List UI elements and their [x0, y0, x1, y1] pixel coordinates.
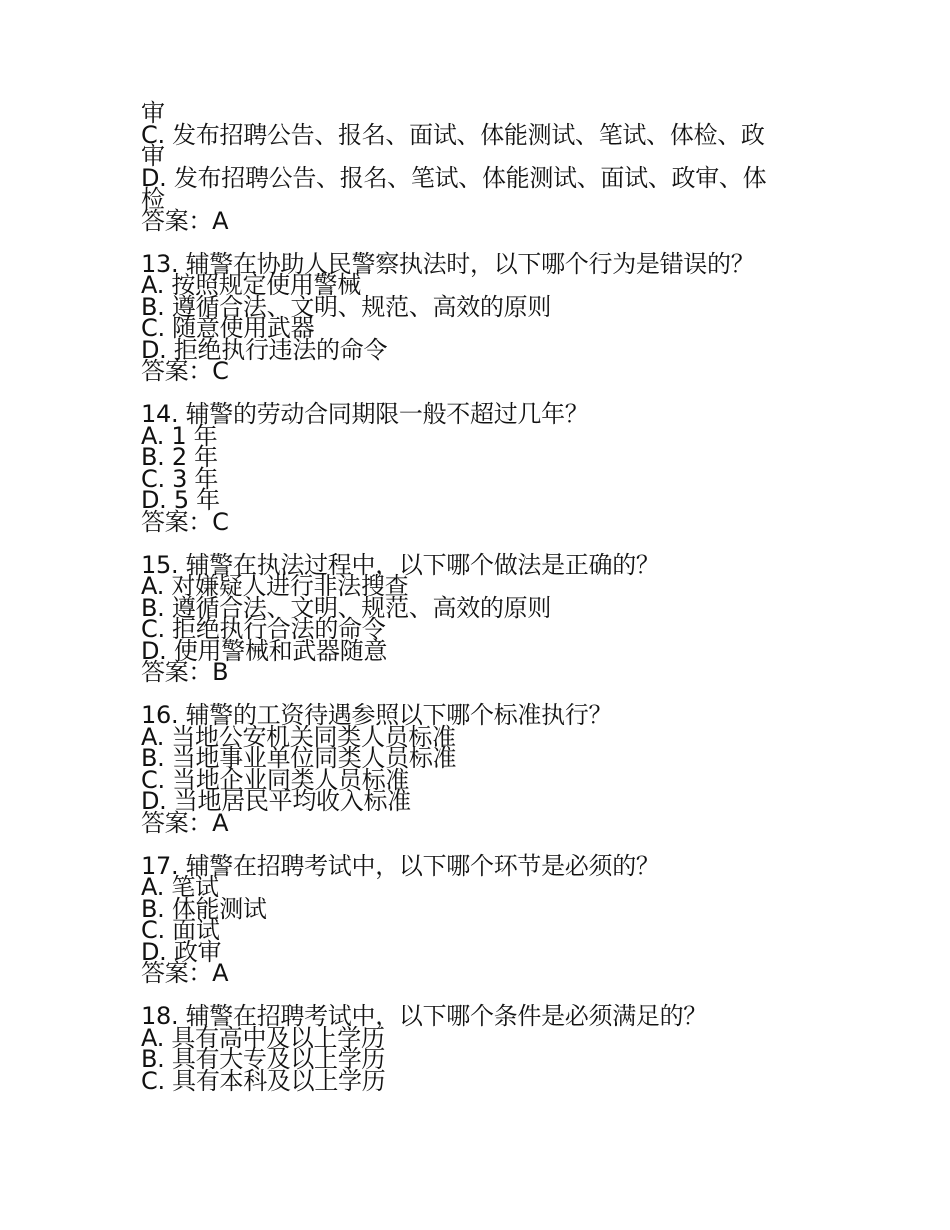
option-d: D. 拒绝执行违法的命令 — [141, 335, 388, 364]
question-15 — [141, 550, 801, 686]
question-text: 15. 辅警在执法过程中，以下哪个做法是正确的？ — [141, 550, 660, 579]
answer: 答案：A — [141, 959, 229, 987]
option-b: B. 体能测试 — [141, 894, 267, 923]
option-c: C. 具有本科及以上学历 — [141, 1066, 386, 1095]
text-line: 审 — [141, 99, 165, 127]
option-d: D. 使用警械和武器随意 — [141, 636, 388, 665]
document-page — [141, 99, 801, 1095]
question-text: 14. 辅警的劳动合同期限一般不超过几年？ — [141, 400, 589, 428]
question-text: 17. 辅警在招聘考试中，以下哪个环节是必须的？ — [141, 851, 660, 880]
option-d: D. 当地居民平均收入标准 — [141, 787, 411, 815]
answer: 答案：C — [141, 507, 229, 536]
option-b: B. 2 年 — [141, 443, 218, 471]
question-13 — [141, 249, 801, 385]
option-a: A. 对嫌疑人进行非法搜查 — [141, 572, 409, 600]
option-b: B. 具有大专及以上学历 — [141, 1045, 386, 1073]
answer: 答案：A — [141, 206, 229, 235]
option-c: C. 面试 — [141, 916, 220, 944]
question-18 — [141, 1002, 801, 1095]
option-a: A. 按照规定使用警械 — [141, 271, 361, 299]
question-17 — [141, 851, 801, 987]
question-text: 13. 辅警在协助人民警察执法时，以下哪个行为是错误的？ — [141, 249, 755, 278]
question-text: 18. 辅警在招聘考试中，以下哪个条件是必须满足的？ — [141, 1002, 707, 1030]
text-line: 检 — [141, 185, 165, 213]
question-12-tail — [141, 99, 801, 235]
option-c: C. 当地企业同类人员标准 — [141, 765, 410, 794]
option-a: A. 当地公安机关同类人员标准 — [141, 722, 456, 751]
answer: 答案：B — [141, 658, 229, 686]
option-b: B. 遵循合法、文明、规范、高效的原则 — [141, 292, 552, 321]
option-a: A. 具有高中及以上学历 — [141, 1023, 385, 1052]
option-c: C. 随意使用武器 — [141, 314, 315, 342]
option-a: A. 1 年 — [141, 421, 218, 450]
option-b: B. 当地事业单位同类人员标准 — [141, 744, 457, 772]
option-d: D. 发布招聘公告、报名、笔试、体能测试、面试、政审、体 — [141, 163, 767, 192]
text-line: 审 — [141, 142, 165, 170]
option-c: C. 3 年 — [141, 464, 219, 493]
question-text: 16. 辅警的工资待遇参照以下哪个标准执行？ — [141, 701, 613, 729]
option-d: D. 5 年 — [141, 486, 220, 514]
question-16 — [141, 701, 801, 837]
option-c: C. 拒绝执行合法的命令 — [141, 615, 386, 643]
option-d: D. 政审 — [141, 937, 222, 966]
option-c: C. 发布招聘公告、报名、面试、体能测试、笔试、体检、政 — [141, 120, 765, 149]
option-a: A. 笔试 — [141, 873, 219, 901]
answer: 答案：C — [141, 357, 229, 385]
option-b: B. 遵循合法、文明、规范、高效的原则 — [141, 593, 552, 622]
answer: 答案：A — [141, 808, 229, 837]
question-14 — [141, 400, 801, 536]
